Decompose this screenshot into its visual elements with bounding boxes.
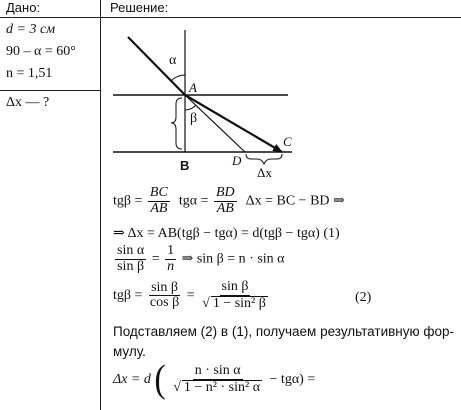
denominator-sin-beta: sin β — [117, 258, 145, 274]
label-beta: β — [190, 111, 198, 126]
equation-line-4 — [113, 280, 272, 311]
numerator-bc: BC — [149, 185, 168, 200]
fraction-final — [171, 364, 264, 395]
alpha-arc — [171, 75, 185, 81]
numerator-sin-alpha: sin α — [117, 243, 145, 258]
fraction-one-over-n — [165, 244, 176, 274]
snell-law: ⇒ sin β = n · sin α — [181, 251, 285, 267]
label-dx: Δx — [257, 165, 272, 178]
beta-arc — [185, 105, 196, 110]
minus-tg-alpha: − tgα — [269, 372, 300, 388]
numerator-one: 1 — [167, 243, 175, 258]
denominator-sqrt-final: √ 1 − n² · sin² α — [173, 380, 261, 395]
find-displacement: Δx — ? — [6, 95, 50, 110]
label-D: D — [232, 153, 242, 168]
label-alpha: α — [169, 53, 177, 68]
denominator-ab: AB — [150, 200, 168, 216]
equation-line-2: ⇒ Δx = AB(tgβ − tgα) = d(tgβ − tgα) (1) — [113, 226, 340, 241]
sqrt-body-final: 1 − n² · sin² α — [183, 380, 261, 395]
denominator-sqrt: √ 1 − sin² β — [202, 295, 266, 311]
tg-alpha-label: tgα = — [178, 193, 209, 209]
sqrt-body: 1 − sin² β — [212, 295, 266, 311]
equation-line-3 — [113, 244, 285, 274]
numerator-sin-beta-2: sin β — [221, 279, 249, 294]
equation-line-5 — [113, 358, 316, 401]
numerator-n-sin-alpha: n · sin α — [194, 363, 241, 379]
dx-definition: Δx = BC − BD ⇒ — [245, 193, 345, 209]
fraction-bd-ab — [214, 186, 237, 216]
substitution-text-line-2: мулу. — [113, 344, 146, 359]
numerator-bd: BD — [215, 185, 235, 200]
given-find-divider — [0, 90, 100, 91]
close-paren-equals: ) = — [299, 372, 316, 388]
denominator-n: n — [167, 258, 175, 274]
thickness-brace — [171, 98, 182, 149]
fraction-bc-ab — [148, 186, 170, 216]
incident-ray — [128, 37, 185, 95]
tg-beta-label: tgβ = — [113, 193, 143, 209]
given-refractive-index: n = 1,51 — [6, 66, 53, 81]
equation-line-1 — [113, 186, 345, 216]
refraction-diagram — [100, 18, 300, 178]
denominator-ab-2: AB — [216, 200, 234, 216]
given-title: Дано: — [6, 0, 41, 15]
given-thickness: d = 3 см — [6, 22, 56, 37]
displacement-brace — [246, 154, 282, 164]
continued-ray — [185, 95, 282, 152]
open-paren: ( — [154, 358, 166, 401]
equals-sign-2: = — [186, 287, 195, 303]
tg-beta-label-2: tgβ = — [113, 287, 143, 303]
fraction-sin-sqrt — [200, 280, 270, 311]
label-B: B — [180, 158, 190, 173]
equation-tag-2: (2) — [355, 290, 372, 305]
denominator-cos-beta: cos β — [149, 295, 180, 311]
label-C: C — [283, 134, 292, 149]
solution-title: Решение: — [110, 0, 169, 15]
substitution-text-line-1: Подставляем (2) в (1), получаем результативную фор- — [113, 324, 454, 339]
equals-sign: = — [151, 251, 160, 267]
given-angle: 90 – α = 60° — [6, 44, 76, 59]
dx-equals-d: Δx = d — [113, 372, 151, 388]
label-A: A — [189, 80, 197, 95]
fraction-sin-ratio — [115, 244, 146, 274]
fraction-sin-cos — [148, 281, 181, 311]
numerator-sin-beta: sin β — [151, 279, 179, 295]
